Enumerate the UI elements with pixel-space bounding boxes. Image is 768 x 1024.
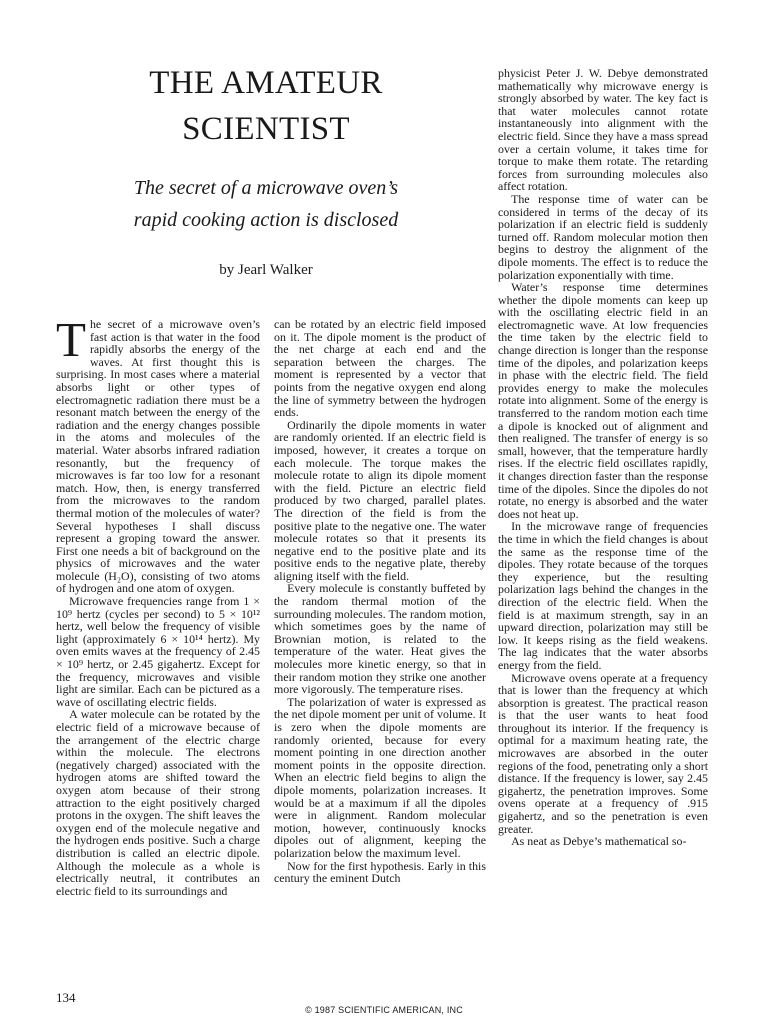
subtitle-line-1: The secret of a microwave oven’s	[133, 177, 399, 199]
paragraph	[56, 318, 260, 595]
title-line-1: THE AMATEUR	[149, 65, 383, 101]
paragraph-text: he secret of a microwave oven’s fast action is that water in the food rapidly absorbs the energy of the waves. At first thought this is surprising. In most cases where a material absorbs light or other types of electromagnetic radiation there must be a resonant match between the energy of the radiation and the energy changes possible in the atoms and molecules of the material. Water absorbs infrared radiation resonantly, but the frequency of microwaves is far too low for a resonant match. How, then, is energy transferred from the microwaves to the random thermal motion of the molecules of water? Several hypotheses I shall discuss represent a groping toward the answer. First one needs a bit of background on the physics of microwaves and the water molecule (H₂O), consisting of two atoms of hydrogen and one atom of oxygen.	[56, 318, 260, 596]
paragraph: Microwave frequencies range from 1 × 10⁹ hertz (cycles per second) to 5 × 10¹² hertz, well below the frequency of visible light (approximately 6 × 10¹⁴ hertz). My oven emits waves at the frequency of 2.45 × 10⁹ hertz, or 2.45 gigahertz. Except for the frequency, microwaves and visible light are similar. Each can be pictured as a wave of oscillating electric fields.	[56, 594, 260, 709]
paragraph: Water’s response time determines whether the dipole moments can keep up with the oscillating electric field in an electromagnetic wave. At low frequencies the time taken by the electric field to change direction is longer than the response time of the dipoles, and polarization keeps in phase with the electric field. The field provides energy to make the molecules rotate into alignment. Some of the energy is transferred to the random motion each time a dipole is knocked out of alignment and then realigned. The transfer of energy is so small, however, that the temperature hardly rises. If the electric field oscillates rapidly, it changes direction faster than the response time of the dipoles. Since the dipoles do not rotate, no energy is absorbed and the water does not heat up.	[498, 280, 708, 521]
paragraph: In the microwave range of frequencies the time in which the field changes is about the same as the response time of the dipoles. They rotate because of the torques they experience, but the resulting polarization lags behind the changes in the direction of the electric field. When the field is at maximum strength, say in an upward direction, polarization may still be low. It keeps rising as the field weakens. The lag indicates that the water absorbs energy from the field.	[498, 519, 708, 672]
paragraph: can be rotated by an electric field imposed on it. The dipole moment is the product of the net charge at each end and the separation between the charges. The moment is represented by a vector that points from the negative oxygen end along the line of symmetry between the hydrogen ends.	[274, 318, 486, 420]
article-subtitle	[100, 172, 432, 236]
subtitle-line-2: rapid cooking action is disclosed	[133, 209, 399, 231]
paragraph: The polarization of water is expressed as the net dipole moment per unit of volume. It is zero when the dipole moments are randomly oriented, because for every moment pointing in one direction another moment points in the opposite direction. When an electric field begins to align the dipole moments, polarization increases. It would be at a maximum if all the dipoles were in alignment. Random molecular motion, however, continuously knocks dipoles out of alignment, keeping the polarization below the maximum level.	[274, 694, 486, 860]
paragraph: The response time of water can be considered in terms of the decay of its polarization if an electric field is suddenly turned off. Random molecular motion then begins to destroy the alignment of the dipole moments. The effect is to reduce the polarization exponentially with time.	[498, 191, 708, 282]
paragraph: Every molecule is constantly buffeted by the random thermal motion of the surrounding molecules. The random motion, which sometimes goes by the name of Brownian motion, is related to the temperature of the water. Heat gives the molecules more kinetic energy, so that in their random motion they strike one another more vigorously. The temperature rises.	[274, 581, 486, 697]
paragraph: Microwave ovens operate at a frequency that is lower than the frequency at which absorption is greatest. The practical reason is that the user wants to heat food throughout its interior. If the frequency is optimal for a maximum heating rate, the microwaves are absorbed in the outer regions of the food, penetrating only a short distance. If the frequency is lower, say 2.45 gigahertz, the penetration improves. Some ovens operate at a frequency of .915 gigahertz, and so the penetration is even greater.	[498, 670, 708, 836]
page-number: 134	[56, 990, 76, 1005]
text-column-3	[498, 67, 708, 983]
drop-cap: T	[56, 318, 86, 367]
text-column-1	[56, 318, 260, 983]
title-line-2: SCIENTIST	[182, 111, 350, 147]
text-column-2	[274, 318, 486, 983]
paragraph: A water molecule can be rotated by the electric field of a microwave because of the arrangement of the electric charge within the molecule. The electrons (negatively charged) associated with the hydrogen atoms are shifted toward the oxygen atom because of their strong attraction to the eight positively charged protons in the oxygen. The shift leaves the oxygen end of the molecule negative and the hydrogen ends positive. Such a charge distribution is called an electric dipole. Although the molecule as a whole is electrically neutral, it contributes an electric field to its surroundings and	[56, 707, 260, 898]
paragraph: As neat as Debye’s mathematical so-	[511, 834, 687, 849]
paragraph: physicist Peter J. W. Debye demonstrated mathematically why microwave energy is strongly absorbed by water. The key fact is that water molecules cannot rotate instantaneously into alignment with the electric field. Since they have a mass spread over a certain volume, it takes time for torque to make them rotate. The retarding forces from surrounding molecules also affect rotation.	[498, 67, 708, 194]
copyright-notice: © 1987 SCIENTIFIC AMERICAN, INC	[305, 1005, 463, 1015]
article-title	[100, 60, 432, 152]
byline: by Jearl Walker	[219, 262, 313, 278]
paragraph: Ordinarily the dipole moments in water are randomly oriented. If an electric field is imposed, however, it creates a torque on each molecule. The torque makes the molecule rotate to align its dipole moment with the field. Picture an electric field produced by two charged, parallel plates. The direction of the field is from the positive plate to the negative one. The water molecule rotates so that it presents its negative end to the positive plate and its positive ends to the negative plate, thereby aligning itself with the field.	[274, 417, 486, 583]
paragraph: Now for the first hypothesis. Early in this century the eminent Dutch	[274, 858, 486, 886]
